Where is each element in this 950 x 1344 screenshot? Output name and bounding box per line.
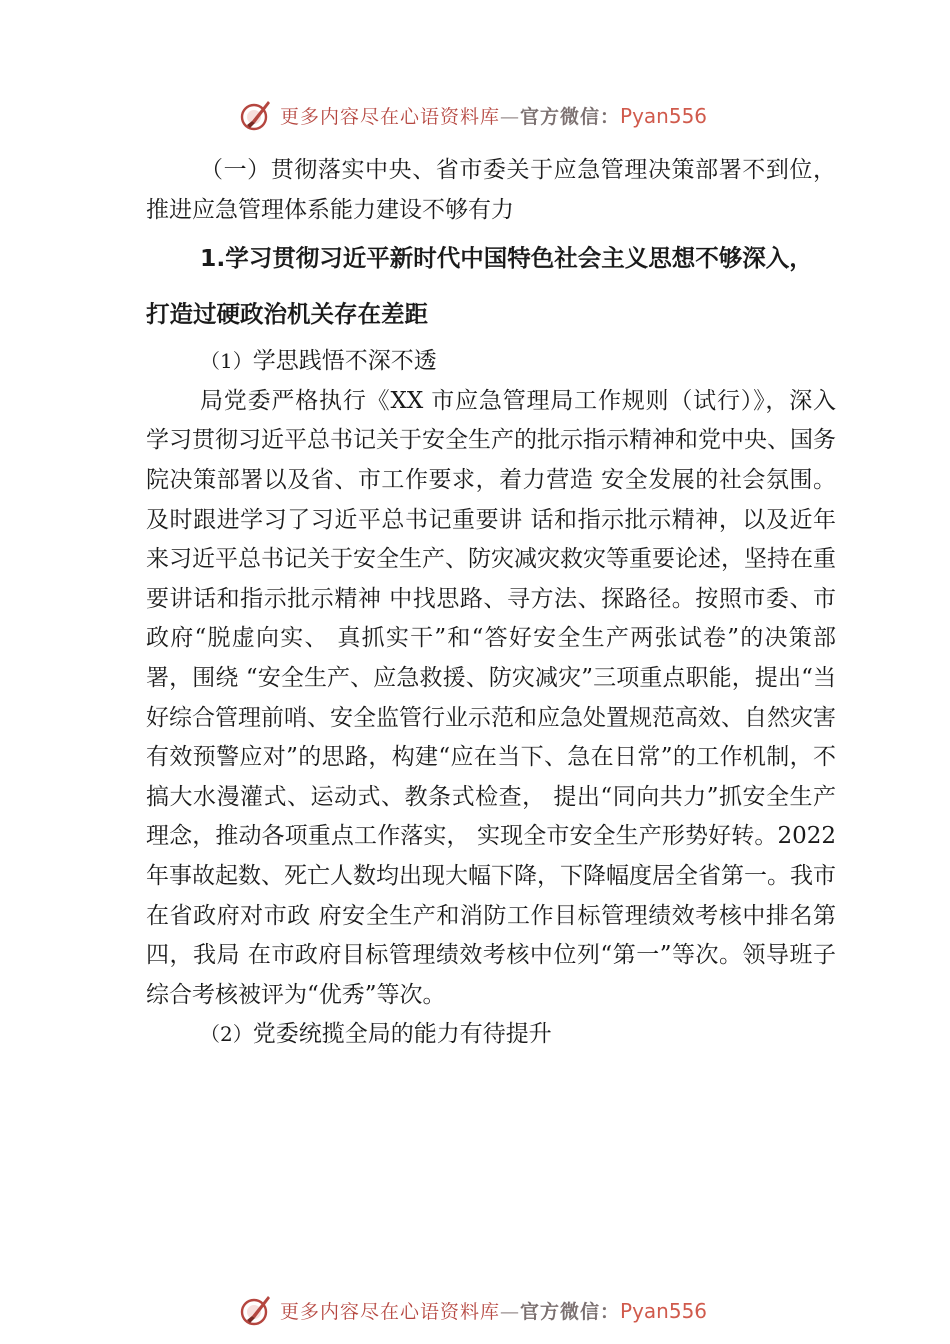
- section-heading: （一）贯彻落实中央、省市委关于应急管理决策部署不到位，推进应急管理体系能力建设不够有力: [146, 157, 836, 223]
- item2-title: 党委统揽全局的能力有待提升: [252, 1021, 552, 1048]
- watermark-id: Pyan556: [620, 103, 708, 128]
- footer-watermark: [238, 1290, 707, 1330]
- header-watermark: [238, 95, 707, 135]
- watermark-main: 更多内容尽在心语资料库: [280, 105, 501, 128]
- watermark-text: [280, 1297, 707, 1324]
- item1-heading: [146, 342, 836, 382]
- item2-heading: [146, 1015, 836, 1055]
- item1-number: （1）: [200, 349, 253, 374]
- watermark-dash: —: [500, 1300, 521, 1323]
- feather-pen-seal-icon: [238, 1292, 274, 1328]
- watermark-text: [280, 102, 707, 129]
- item1-title: 学思践悟不深不透: [252, 348, 437, 375]
- body-paragraph: 局党委严格执行《XX 市应急管理局工作规则（试行）》，深入学习贯彻习近平总书记关于安全生产的批示指示精神和党中央、国务院决策部署以及省、市工作要求，着力营造 安全发展的社会氛围。及时跟进学习了习近平总书记重要讲 话和指示批示精神，以及近年来习近平总书记关于安全生产、防灾减灾救灾等重要论述，坚持在重要讲话和指示批示精神 中找思路、寻方法、探路径。按照市委、市政府“脱虚向实、 真抓实干”和“答好安全生产两张试卷”的决策部署，围绕 “安全生产、应急救援、防灾减灾”三项重点职能，提出“当 好综合管理前哨、安全监管行业示范和应急处置规范高效、自然灾害有效预警应对”的思路，构建“应在当下、急在日常”的工作机制，不搞大水漫灌式、运动式、教条式检查， 提出“同向共力”抓安全生产理念，推动各项重点工作落实， 实现全市安全生产形势好转。2022 年事故起数、死亡人数均出现大幅下降，下降幅度居全省第一。我市在省政府对市政 府安全生产和消防工作目标管理绩效考核中排名第四，我局 在市政府目标管理绩效考核中位列“第一”等次。领导班子 综合考核被评为“优秀”等次。: [146, 387, 836, 1008]
- document-body: [146, 151, 836, 1055]
- watermark-id: Pyan556: [620, 1298, 708, 1323]
- watermark-dash: —: [500, 105, 521, 128]
- feather-pen-seal-icon: [238, 97, 274, 133]
- watermark-wechat: 官方微信：: [520, 1300, 621, 1323]
- watermark-wechat: 官方微信：: [520, 105, 621, 128]
- subsection-heading: 1.学习贯彻习近平新时代中国特色社会主义思想不够深入，打造过硬政治机关存在差距: [146, 244, 813, 329]
- item2-number: （2）: [200, 1022, 253, 1047]
- watermark-main: 更多内容尽在心语资料库: [280, 1300, 501, 1323]
